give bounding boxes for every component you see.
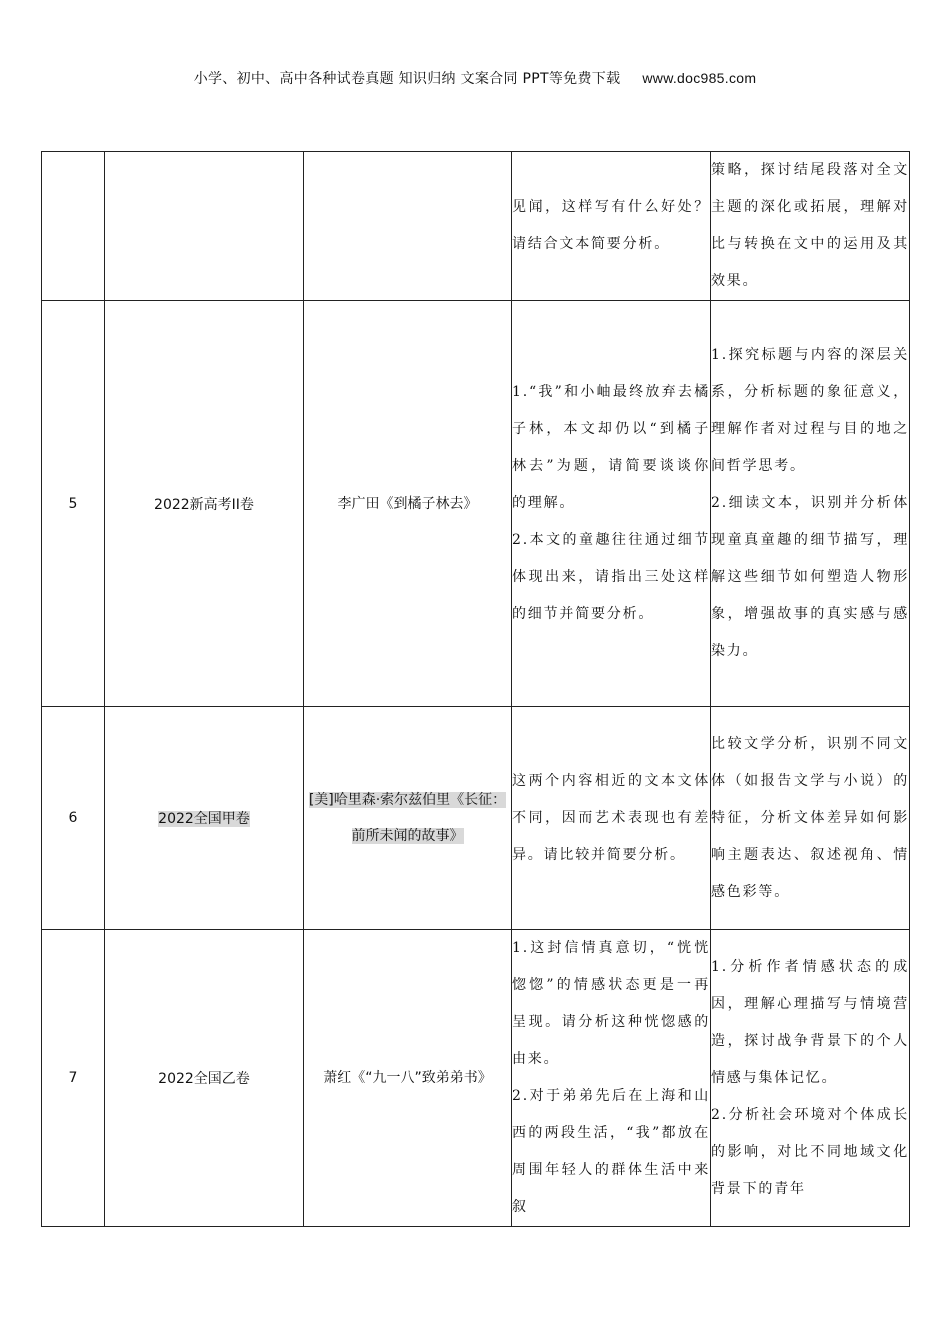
objective-paragraph: 1.分析作者情感状态的成因，理解心理描写与情境营造，探讨战争背景下的个人情感与集体记忆。 bbox=[711, 958, 909, 1086]
question-paragraph: 2.本文的童趣往往通过细节体现出来，请指出三处这样的细节并简要分析。 bbox=[512, 532, 710, 622]
cell-question bbox=[512, 930, 711, 1227]
cell-number: 7 bbox=[42, 930, 105, 1227]
cell-question: 见闻，这样写有什么好处？请结合文本简要分析。 bbox=[512, 152, 711, 301]
objective-paragraph: 2.分析社会环境对个体成长的影响，对比不同地域文化背景下的青年 bbox=[711, 1106, 909, 1197]
objective-paragraph: 1.探究标题与内容的深层关系，分析标题的象征意义，理解作者对过程与目的地之间哲学思考。 bbox=[711, 347, 909, 474]
page-header bbox=[0, 68, 950, 88]
cell-exam bbox=[105, 152, 304, 301]
cell-source: 李广田《到橘子林去》 bbox=[304, 301, 512, 707]
cell-source: 萧红《“九一八”致弟弟书》 bbox=[304, 930, 512, 1227]
cell-number bbox=[42, 152, 105, 301]
cell-number: 5 bbox=[42, 301, 105, 707]
cell-objective: 策略，探讨结尾段落对全文主题的深化或拓展，理解对比与转换在文中的运用及其效果。 bbox=[711, 152, 910, 301]
cell-number: 6 bbox=[42, 707, 105, 930]
table-row bbox=[42, 930, 910, 1227]
cell-source bbox=[304, 152, 512, 301]
highlighted-exam: 2022全国甲卷 bbox=[158, 811, 250, 827]
cell-objective bbox=[711, 301, 910, 707]
table-row bbox=[42, 707, 910, 930]
cell-objective bbox=[711, 930, 910, 1227]
highlighted-source: [美]哈里森·索尔兹伯里《长征：前所未闻的故事》 bbox=[308, 792, 507, 844]
cell-question: 这两个内容相近的文本文体不同，因而艺术表现也有差异。请比较并简要分析。 bbox=[512, 707, 711, 930]
table-row bbox=[42, 301, 910, 707]
cell-source bbox=[304, 707, 512, 930]
cell-objective: 比较文学分析，识别不同文体（如报告文学与小说）的特征，分析文体差异如何影响主题表达、叙述视角、情感色彩等。 bbox=[711, 707, 910, 930]
table-row bbox=[42, 152, 910, 301]
question-paragraph: 1.这封信情真意切，“恍恍惚惚”的情感状态更是一再呈现。请分析这种恍惚感的由来。 bbox=[512, 940, 710, 1067]
header-site-link[interactable]: www.doc985.com bbox=[642, 70, 757, 86]
objective-paragraph: 2.细读文本，识别并分析体现童真童趣的细节描写，理解这些细节如何塑造人物形象，增强故事的真实感与感染力。 bbox=[711, 495, 909, 659]
cell-exam bbox=[105, 707, 304, 930]
header-text: 小学、初中、高中各种试卷真题 知识归纳 文案合同 PPT等免费下载 bbox=[193, 71, 621, 87]
exam-table bbox=[41, 151, 910, 1227]
question-paragraph: 1.“我”和小岫最终放弃去橘子林，本文却仍以“到橘子林去”为题，请简要谈谈你的理解。 bbox=[512, 384, 710, 511]
cell-exam: 2022全国乙卷 bbox=[105, 930, 304, 1227]
question-paragraph: 2.对于弟弟先后在上海和山西的两段生活，“我”都放在周围年轻人的群体生活中来叙 bbox=[512, 1088, 710, 1215]
cell-question bbox=[512, 301, 711, 707]
cell-exam: 2022新高考II卷 bbox=[105, 301, 304, 707]
